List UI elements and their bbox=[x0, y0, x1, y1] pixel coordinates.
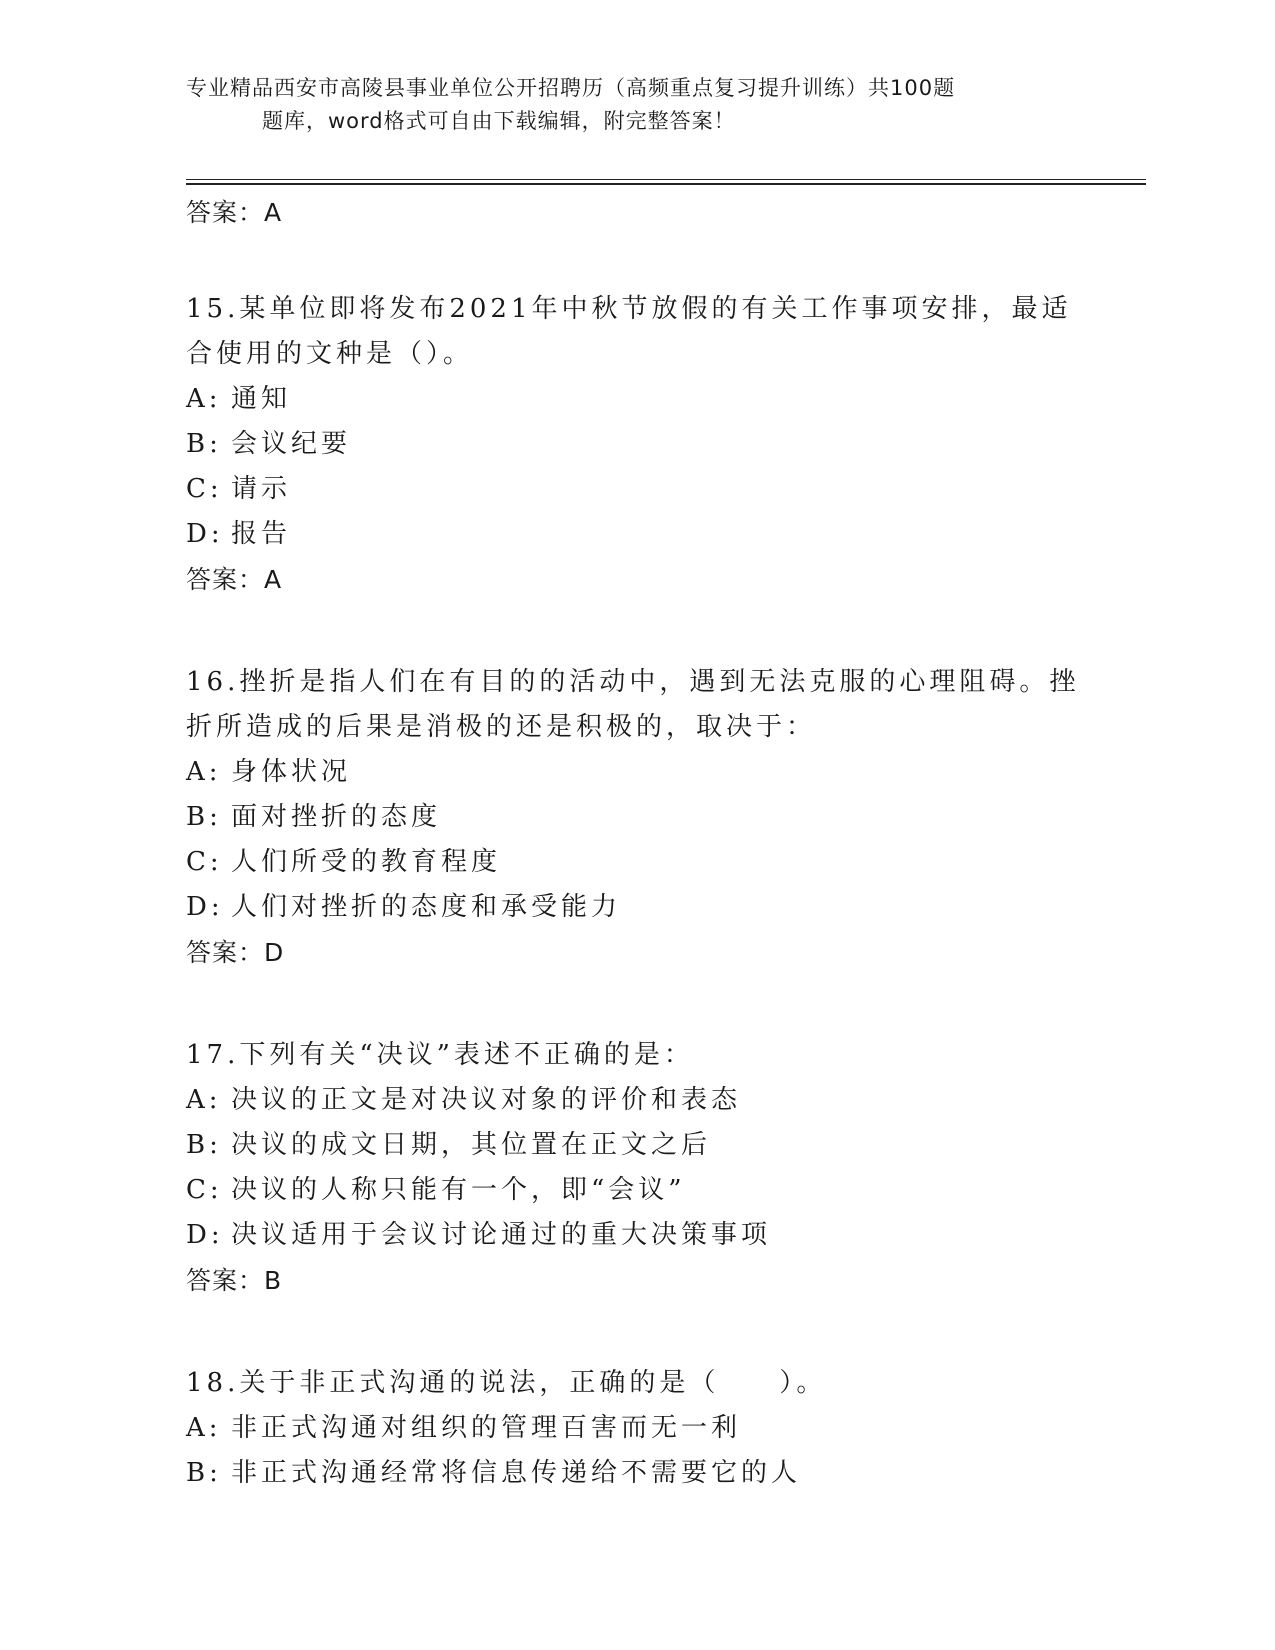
option-a bbox=[186, 377, 1086, 422]
document-body bbox=[186, 190, 1086, 1496]
option-key: A: bbox=[186, 1413, 222, 1443]
header-title-line-2: 题库，word格式可自由下载编辑，附完整答案！ bbox=[262, 109, 736, 133]
option-text: 会议纪要 bbox=[231, 429, 352, 459]
header-rule-thin bbox=[186, 179, 1146, 180]
option-d bbox=[186, 512, 1086, 557]
answer-value: A bbox=[264, 565, 283, 594]
option-text: 非正式沟通经常将信息传递给不需要它的人 bbox=[231, 1458, 802, 1488]
option-b bbox=[186, 1451, 1086, 1496]
page-header bbox=[186, 72, 1086, 138]
answer bbox=[186, 557, 1086, 602]
question-15 bbox=[186, 287, 1086, 602]
answer-label: 答案： bbox=[186, 1266, 265, 1295]
option-key: C: bbox=[186, 474, 223, 504]
option-a bbox=[186, 1406, 1086, 1451]
header-title-line-1: 专业精品西安市高陵县事业单位公开招聘历（高频重点复习提升训练）共100题 bbox=[186, 76, 956, 100]
option-text: 决议的正文是对决议对象的评价和表态 bbox=[231, 1085, 742, 1115]
option-text: 通知 bbox=[231, 384, 292, 414]
question-16 bbox=[186, 660, 1086, 975]
option-c bbox=[186, 467, 1086, 512]
option-text: 请示 bbox=[231, 474, 292, 504]
option-b bbox=[186, 795, 1086, 840]
answer-value: B bbox=[264, 1266, 283, 1295]
answer-label: 答案： bbox=[186, 565, 265, 594]
option-c bbox=[186, 1168, 1086, 1213]
option-text: 决议的人称只能有一个，即“会议” bbox=[231, 1175, 686, 1205]
answer-label: 答案： bbox=[186, 198, 265, 227]
option-key: C: bbox=[186, 1175, 223, 1205]
option-key: A: bbox=[186, 1085, 222, 1115]
answer-value: D bbox=[264, 938, 285, 967]
option-key: D: bbox=[186, 519, 224, 549]
answer-label: 答案： bbox=[186, 938, 265, 967]
option-key: B: bbox=[186, 429, 222, 459]
option-key: B: bbox=[186, 802, 222, 832]
question-text: 15.某单位即将发布2021年中秋节放假的有关工作事项安排，最适合使用的文种是（）。 bbox=[186, 294, 1072, 369]
option-d bbox=[186, 1213, 1086, 1258]
option-key: A: bbox=[186, 757, 222, 787]
question-text: 16.挫折是指人们在有目的的活动中，遇到无法克服的心理阻碍。挫折所造成的后果是消极的还是积极的，取决于： bbox=[186, 667, 1080, 742]
option-text: 决议的成文日期，其位置在正文之后 bbox=[231, 1130, 712, 1160]
option-d bbox=[186, 885, 1086, 930]
option-text: 决议适用于会议讨论通过的重大决策事项 bbox=[231, 1220, 772, 1250]
option-text: 报告 bbox=[231, 519, 292, 549]
option-c bbox=[186, 840, 1086, 885]
option-b bbox=[186, 1123, 1086, 1168]
option-key: B: bbox=[186, 1130, 222, 1160]
option-key: A: bbox=[186, 384, 222, 414]
header-rule-thick bbox=[186, 183, 1146, 185]
option-key: D: bbox=[186, 892, 224, 922]
option-a bbox=[186, 750, 1086, 795]
answer bbox=[186, 1258, 1086, 1303]
option-a bbox=[186, 1078, 1086, 1123]
option-text: 身体状况 bbox=[231, 757, 352, 787]
option-text: 人们对挫折的态度和承受能力 bbox=[231, 892, 622, 922]
answer-value: A bbox=[264, 198, 283, 227]
question-17 bbox=[186, 1033, 1086, 1303]
option-text: 人们所受的教育程度 bbox=[231, 847, 502, 877]
option-key: C: bbox=[186, 847, 223, 877]
question-18 bbox=[186, 1361, 1086, 1496]
option-key: D: bbox=[186, 1220, 224, 1250]
option-text: 面对挫折的态度 bbox=[231, 802, 442, 832]
previous-answer bbox=[186, 190, 1086, 235]
option-key: B: bbox=[186, 1458, 222, 1488]
question-text: 17.下列有关“决议”表述不正确的是： bbox=[186, 1040, 694, 1070]
option-b bbox=[186, 422, 1086, 467]
question-text: 18.关于非正式沟通的说法，正确的是（ ）。 bbox=[186, 1368, 827, 1398]
option-text: 非正式沟通对组织的管理百害而无一利 bbox=[231, 1413, 742, 1443]
answer bbox=[186, 930, 1086, 975]
